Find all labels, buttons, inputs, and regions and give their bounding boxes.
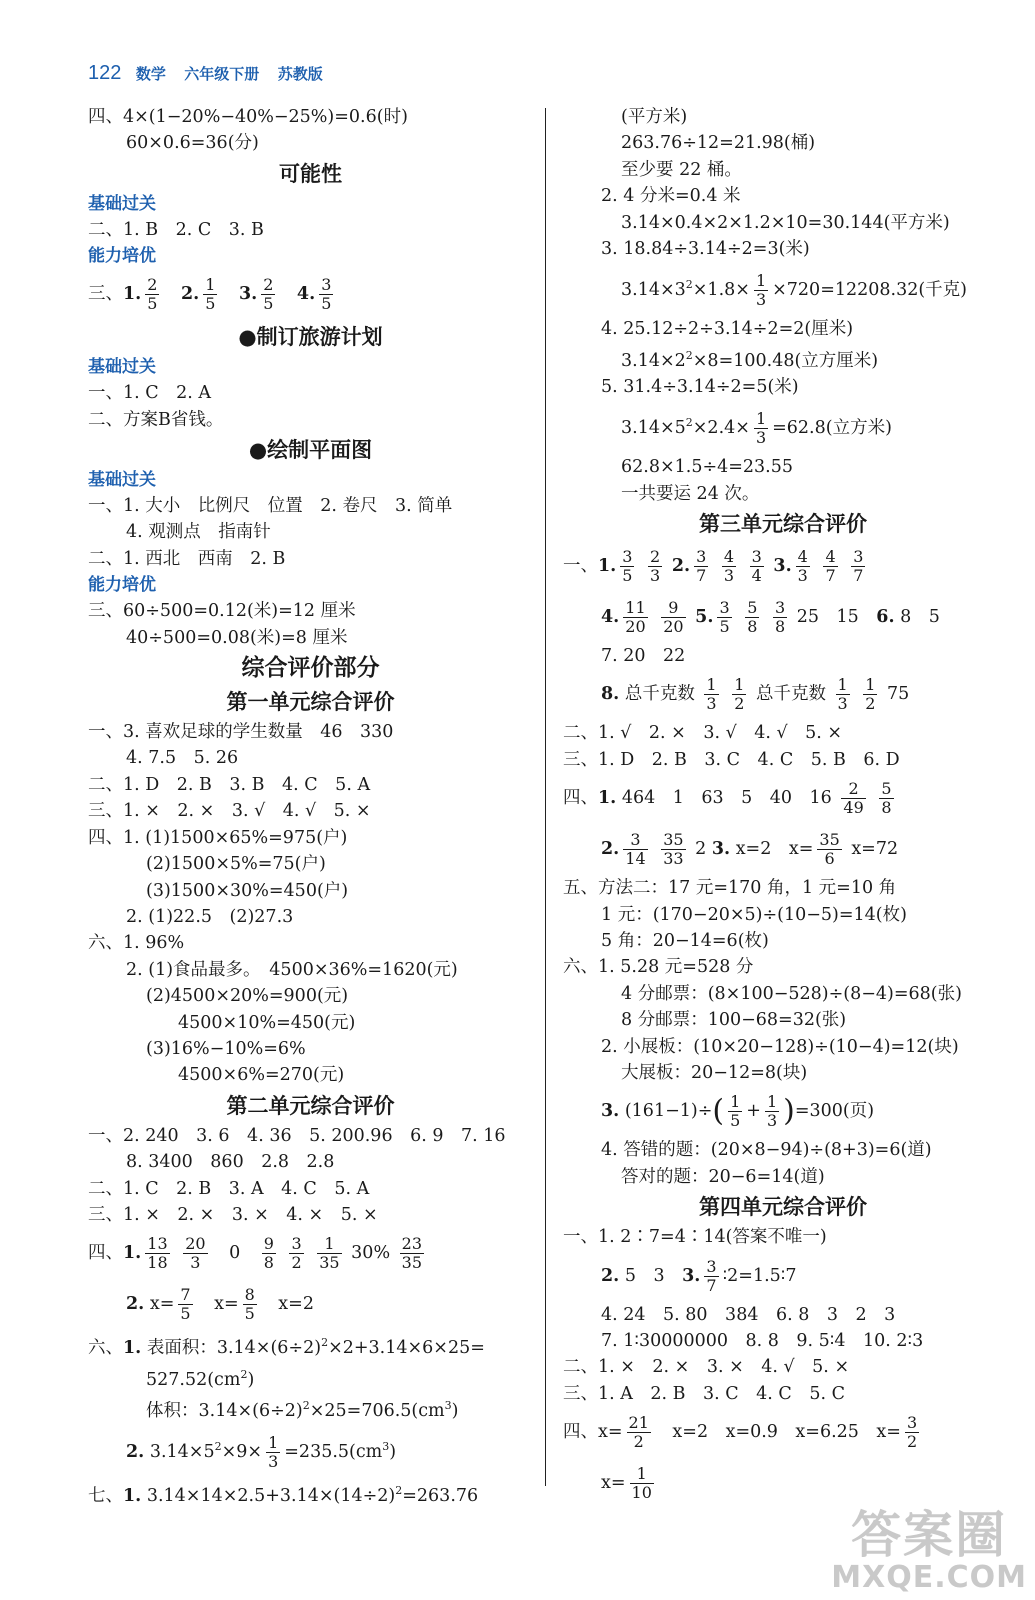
answer-line: 3.14×0.4×2×1.2×10=30.144(平方米) xyxy=(621,212,950,233)
answer-line: 8. 总千克数 $\frac{1}{3}$ $\frac{1}{2}$ 总千克数 $\frac{1}{3}$ $\frac{1}{2}$ 75 xyxy=(601,675,910,714)
answer-line: 60×0.6=36(分) xyxy=(126,133,259,154)
answer-line: 263.76÷12=21.98(桶) xyxy=(621,133,816,154)
answer-line: (3)1500×30%=450(户) xyxy=(146,880,349,901)
answer-line: 四、1. $\frac{13}{18}$ $\frac{20}{3}$ 0 $\frac{9}{8}$ $\frac{3}{2}$ $\frac{1}{35}$ 30% $\frac{23}{35}$ xyxy=(88,1234,422,1273)
answer-line: 7. 1∶30000000 8. 8 9. 5∶4 10. 2∶3 xyxy=(601,1331,924,1352)
section-title: 可能性 xyxy=(279,161,342,186)
answer-line: 五、方法二：17 元=170 角，1 元=10 角 xyxy=(563,878,897,899)
answer-line: $3.14\times 5^2\times 2.4\times$ $\frac{1}{3}$ =62.8(立方米) xyxy=(621,409,892,448)
answer-line: 40÷500=0.08(米)=8 厘米 xyxy=(126,627,348,648)
answer-line: 三、1. D 2. B 3. C 4. C 5. B 6. D xyxy=(563,749,900,770)
answer-line: (3)16%−10%=6% xyxy=(146,1038,306,1059)
answer-line: 2. 小展板：(10×20−128)÷(10−4)=12(块) xyxy=(601,1036,959,1057)
answer-line: 2. 4 分米=0.4 米 xyxy=(601,186,741,207)
unit-title: 第四单元综合评价 xyxy=(699,1195,867,1220)
answer-line: 2. 5 3 3. $\frac{3}{7}$ ∶2=1.5∶7 xyxy=(601,1256,797,1295)
answer-line: 3. 18.84÷3.14÷2=3(米) xyxy=(601,239,810,260)
answer-line: 2. (1)食品最多。 4500×36%=1620(元) xyxy=(126,959,458,980)
answer-line: 至少要 22 桶。 xyxy=(621,159,742,180)
answer-line: 5 角：20−14=6(枚) xyxy=(601,930,769,951)
answer-line: 62.8×1.5÷4=23.55 xyxy=(621,457,794,478)
answer-line: 六、1. 96% xyxy=(88,933,185,954)
answer-line: (平方米) xyxy=(621,107,688,127)
answer-line: 三、1. × 2. × 3. √ 4. √ 5. × xyxy=(88,801,371,822)
answer-line: 一、1. C 2. A xyxy=(88,383,212,404)
answer-line: 答对的题：20−6=14(道) xyxy=(621,1166,825,1187)
answer-line: 3. (161−1)÷( $\frac{1}{5}$ + $\frac{1}{3}$ )=300(页) xyxy=(601,1092,875,1131)
answer-line: 七、1. $3.14\times 14\times 2.5+3.14\times(14\div 2)^2=263.76$ xyxy=(88,1483,479,1506)
answer-line: (2)1500×5%=75(户) xyxy=(146,854,326,875)
answer-line: 2. x= $\frac{7}{5}$ x= $\frac{8}{5}$ x=2 xyxy=(126,1285,314,1324)
unit-title: 第二单元综合评价 xyxy=(226,1093,395,1118)
column-divider xyxy=(545,108,546,1486)
page-header xyxy=(88,62,337,85)
answer-line: 一、1. 2∶7=4∶14(答案不唯一) xyxy=(563,1227,827,1248)
answer-line: 2. $\frac{3}{14}$ $\frac{35}{33}$ 2 3. x=2 x= $\frac{35}{6}$ x=72 xyxy=(601,830,899,869)
answer-line: 六、1. 5.28 元=528 分 xyxy=(563,957,754,978)
answer-line: $3.14\times 3^2\times 1.8\times$ $\frac{1}{3}$ ×720=12208.32(千克) xyxy=(621,271,968,310)
answer-line: 一、1. 大小 比例尺 位置 2. 卷尺 3. 简单 xyxy=(88,496,453,517)
watermark-text: 答案圈 xyxy=(851,1506,1008,1564)
answer-line: 7. 20 22 xyxy=(601,645,686,666)
right-column xyxy=(563,104,1003,1509)
answer-line: 4. 7.5 5. 26 xyxy=(126,748,239,769)
answer-line: 二、方案B省钱。 xyxy=(88,409,224,430)
answer-line: 一、3. 喜欢足球的学生数量 46 330 xyxy=(88,722,394,743)
section-label: 能力培优 xyxy=(88,246,156,267)
answer-line: 一共要运 24 次。 xyxy=(621,483,760,504)
answer-line: 三、1. × 2. × 3. × 4. × 5. × xyxy=(88,1204,378,1225)
answer-line: 六、1. 表面积：$3.14\times(6\div 2)^2\times 2+3.14\times 6\times 25=$ xyxy=(88,1336,485,1359)
answer-line: 三、1. $\frac{2}{5}$ 2. $\frac{1}{5}$ 3. $\frac{2}{5}$ 4. $\frac{3}{5}$ xyxy=(88,275,332,314)
answer-line: 4. 答错的题：(20×8−94)÷(8+3)=6(道) xyxy=(601,1140,932,1161)
answer-line: 四、1. 464 1 63 5 40 16 $\frac{2}{49}$ $\frac{5}{8}$ xyxy=(563,779,892,818)
answer-line: 4 分邮票：(8×100−528)÷(8−4)=68(张) xyxy=(621,983,962,1004)
answer-line: 一、1. $\frac{3}{5}$ $\frac{2}{3}$ 2. $\frac{3}{7}$ $\frac{4}{3}$ $\frac{3}{4}$ 3. $\frac{4}{3}$ $\frac{4}{7}$ $\frac{3}{7}$ xyxy=(563,546,864,585)
section-label: 基础过关 xyxy=(88,193,156,214)
answer-line: 三、1. A 2. B 3. C 4. C 5. C xyxy=(563,1383,845,1404)
answer-line: 4. 观测点 指南针 xyxy=(126,522,271,543)
header-subject: 数学 xyxy=(135,66,166,83)
answer-line: 4. 24 5. 80 384 6. 8 3 2 3 xyxy=(601,1304,896,1325)
answer-line: 二、1. 西北 西南 2. B xyxy=(88,548,286,569)
answer-line: x= $\frac{1}{10}$ xyxy=(601,1464,652,1503)
section-label: 基础过关 xyxy=(88,357,156,378)
answer-line: 大展板：20−12=8(块) xyxy=(621,1063,808,1084)
answer-line: 1 元：(170−20×5)÷(10−5)=14(枚) xyxy=(601,904,907,925)
answer-line: 二、1. × 2. × 3. × 4. √ 5. × xyxy=(563,1357,850,1378)
answer-line: 4500×6%=270(元) xyxy=(178,1065,345,1086)
watermark-url: MXQE.COM xyxy=(831,1560,1027,1595)
answer-line: 四、4×(1−20%−40%−25%)=0.6(时) xyxy=(88,107,408,127)
answer-line: 四、x= $\frac{21}{2}$ x=2 x=0.9 x=6.25 x= $\frac{3}{2}$ xyxy=(563,1413,918,1452)
section-label: 能力培优 xyxy=(88,575,156,596)
answer-line: 4. 25.12÷2÷3.14÷2=2(厘米) xyxy=(601,319,854,340)
answer-line: 二、1. C 2. B 3. A 4. C 5. A xyxy=(88,1178,370,1199)
part-title: 综合评价部分 xyxy=(241,655,380,682)
left-column xyxy=(88,104,533,1509)
answer-line: $3.14\times 2^2\times 8=100.48$(立方厘米) xyxy=(621,348,879,371)
section-title: ●绘制平面图 xyxy=(248,438,373,463)
section-title: ●制订旅游计划 xyxy=(238,325,383,350)
answer-line: (2)4500×20%=900(元) xyxy=(146,986,349,1007)
answer-line: 8 分邮票：100−68=32(张) xyxy=(621,1010,847,1031)
answer-line: 4. $\frac{11}{20}$ $\frac{9}{20}$ 5. $\frac{3}{5}$ $\frac{5}{8}$ $\frac{3}{8}$ 25 15 6. 8 5 xyxy=(601,597,940,636)
answer-line: 4500×10%=450(元) xyxy=(178,1012,356,1033)
page-number: 122 xyxy=(88,62,122,84)
answer-line: 2. (1)22.5 (2)27.3 xyxy=(126,906,294,927)
answer-line: 二、1. √ 2. × 3. √ 4. √ 5. × xyxy=(563,723,843,744)
answer-line: 5. 31.4÷3.14÷2=5(米) xyxy=(601,376,799,397)
answer-line: 2. $3.14\times 5^2\times 9\times$ $\frac{1}{3}$ $=235.5(cm^3)$ xyxy=(126,1432,397,1471)
answer-line: $527.52(cm^2)$ xyxy=(146,1367,255,1390)
section-label: 基础过关 xyxy=(88,470,156,491)
answer-line: 二、1. D 2. B 3. B 4. C 5. A xyxy=(88,774,371,795)
header-edition: 苏教版 xyxy=(277,66,323,83)
header-grade: 六年级下册 xyxy=(184,66,260,83)
answer-line: 二、1. B 2. C 3. B xyxy=(88,219,264,240)
answer-line: 四、1. (1)1500×65%=975(户) xyxy=(88,827,348,848)
unit-title: 第一单元综合评价 xyxy=(226,690,395,715)
unit-title: 第三单元综合评价 xyxy=(699,511,867,536)
answer-line: 8. 3400 860 2.8 2.8 xyxy=(126,1152,335,1173)
watermark-logo xyxy=(831,1508,1027,1594)
answer-line: 一、2. 240 3. 6 4. 36 5. 200.96 6. 9 7. 16 xyxy=(88,1125,506,1146)
answer-line: 三、60÷500=0.12(米)=12 厘米 xyxy=(88,601,356,622)
answer-line: 体积：$3.14\times(6\div 2)^2\times 25=706.5(cm^3)$ xyxy=(146,1398,459,1421)
